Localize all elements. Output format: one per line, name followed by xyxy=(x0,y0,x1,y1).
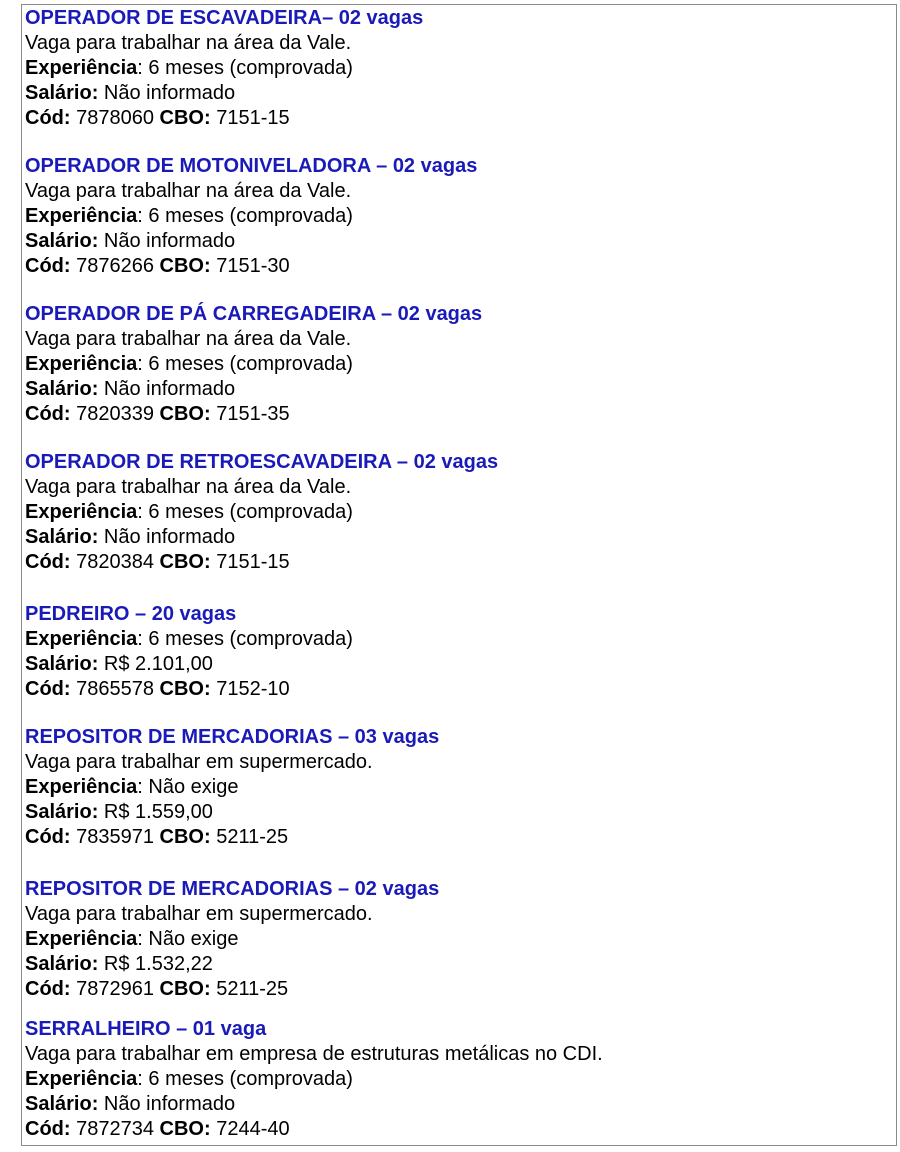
code-value: 7835971 xyxy=(76,826,154,848)
job-title: PEDREIRO – 20 vagas xyxy=(25,603,237,625)
cbo-value: 7151-35 xyxy=(216,403,290,425)
experience-label: Experiência xyxy=(25,353,138,375)
cbo-value: 5211-25 xyxy=(216,826,289,848)
job-title: SERRALHEIRO – 01 vaga xyxy=(25,1018,267,1040)
salary-label: Salário: xyxy=(25,82,99,104)
salary-label: Salário: xyxy=(25,953,99,975)
cbo-value: 7151-30 xyxy=(216,255,290,277)
salary-line xyxy=(25,81,423,106)
cbo-value: 7244-40 xyxy=(216,1118,290,1140)
experience-label: Experiência xyxy=(25,501,138,523)
code-value: 7878060 xyxy=(76,107,154,129)
code-value: 7872734 xyxy=(76,1118,154,1140)
salary-value: R$ 2.101,00 xyxy=(103,653,213,675)
experience-line xyxy=(25,500,498,525)
salary-line xyxy=(25,952,439,977)
code-line xyxy=(25,254,477,279)
code-label: Cód: xyxy=(25,978,71,1000)
job-title: REPOSITOR DE MERCADORIAS – 03 vagas xyxy=(25,726,440,748)
salary-label: Salário: xyxy=(25,1093,99,1115)
code-line xyxy=(25,977,439,1002)
cbo-label: CBO: xyxy=(159,255,211,277)
salary-value: Não informado xyxy=(103,82,236,104)
job-title: OPERADOR DE MOTONIVELADORA – 02 vagas xyxy=(25,155,478,177)
experience-label: Experiência xyxy=(25,928,138,950)
salary-value: Não informado xyxy=(103,526,236,548)
salary-line xyxy=(25,525,498,550)
job-listing xyxy=(25,602,353,702)
salary-line xyxy=(25,1092,603,1117)
salary-label: Salário: xyxy=(25,801,99,823)
code-value: 7872961 xyxy=(76,978,154,1000)
code-line xyxy=(25,106,423,131)
job-listing xyxy=(25,302,482,427)
job-title: REPOSITOR DE MERCADORIAS – 02 vagas xyxy=(25,878,440,900)
code-label: Cód: xyxy=(25,826,71,848)
cbo-value: 7152-10 xyxy=(216,678,290,700)
salary-value: Não informado xyxy=(103,1093,236,1115)
job-listing xyxy=(25,450,498,575)
cbo-label: CBO: xyxy=(159,678,211,700)
salary-label: Salário: xyxy=(25,653,99,675)
code-value: 7865578 xyxy=(76,678,154,700)
code-line xyxy=(25,402,482,427)
experience-line xyxy=(25,927,439,952)
salary-value: R$ 1.559,00 xyxy=(103,801,213,823)
cbo-value: 5211-25 xyxy=(216,978,289,1000)
experience-value: : Não exige xyxy=(137,776,239,798)
job-listing xyxy=(25,6,423,131)
code-label: Cód: xyxy=(25,551,71,573)
job-description: Vaga para trabalhar na área da Vale. xyxy=(25,180,352,202)
code-value: 7876266 xyxy=(76,255,154,277)
job-description: Vaga para trabalhar na área da Vale. xyxy=(25,476,352,498)
experience-value: : 6 meses (comprovada) xyxy=(137,57,353,79)
code-line xyxy=(25,677,353,702)
code-line xyxy=(25,825,439,850)
salary-value: Não informado xyxy=(103,378,236,400)
experience-label: Experiência xyxy=(25,628,138,650)
code-value: 7820384 xyxy=(76,551,154,573)
experience-line xyxy=(25,775,439,800)
cbo-label: CBO: xyxy=(159,107,211,129)
job-description: Vaga para trabalhar na área da Vale. xyxy=(25,328,352,350)
experience-value: : 6 meses (comprovada) xyxy=(137,628,353,650)
experience-value: : 6 meses (comprovada) xyxy=(137,205,353,227)
salary-value: Não informado xyxy=(103,230,236,252)
experience-label: Experiência xyxy=(25,57,138,79)
job-title: OPERADOR DE RETROESCAVADEIRA – 02 vagas xyxy=(25,451,499,473)
salary-label: Salário: xyxy=(25,526,99,548)
job-title: OPERADOR DE ESCAVADEIRA– 02 vagas xyxy=(25,7,424,29)
experience-value: : 6 meses (comprovada) xyxy=(137,501,353,523)
cbo-label: CBO: xyxy=(159,551,211,573)
code-line xyxy=(25,550,498,575)
cbo-label: CBO: xyxy=(159,826,211,848)
job-description: Vaga para trabalhar em supermercado. xyxy=(25,751,373,773)
experience-line xyxy=(25,204,477,229)
experience-line xyxy=(25,627,353,652)
code-label: Cód: xyxy=(25,107,71,129)
experience-label: Experiência xyxy=(25,776,138,798)
experience-line xyxy=(25,352,482,377)
job-listing xyxy=(25,877,439,1002)
job-listing xyxy=(25,725,439,850)
job-listing xyxy=(25,154,477,279)
cbo-label: CBO: xyxy=(159,403,211,425)
code-line xyxy=(25,1117,603,1142)
salary-line xyxy=(25,652,353,677)
code-value: 7820339 xyxy=(76,403,154,425)
job-listing xyxy=(25,1017,603,1142)
experience-value: : Não exige xyxy=(137,928,239,950)
experience-label: Experiência xyxy=(25,1068,138,1090)
cbo-value: 7151-15 xyxy=(216,107,290,129)
code-label: Cód: xyxy=(25,255,71,277)
job-title: OPERADOR DE PÁ CARREGADEIRA – 02 vagas xyxy=(25,303,483,325)
salary-line xyxy=(25,229,477,254)
code-label: Cód: xyxy=(25,403,71,425)
cbo-value: 7151-15 xyxy=(216,551,290,573)
salary-line xyxy=(25,800,439,825)
experience-label: Experiência xyxy=(25,205,138,227)
experience-line xyxy=(25,56,423,81)
experience-value: : 6 meses (comprovada) xyxy=(137,353,353,375)
job-description: Vaga para trabalhar em supermercado. xyxy=(25,903,373,925)
job-description: Vaga para trabalhar em empresa de estruturas metálicas no CDI. xyxy=(25,1043,603,1065)
experience-line xyxy=(25,1067,603,1092)
salary-value: R$ 1.532,22 xyxy=(103,953,213,975)
experience-value: : 6 meses (comprovada) xyxy=(137,1068,353,1090)
salary-label: Salário: xyxy=(25,378,99,400)
salary-line xyxy=(25,377,482,402)
cbo-label: CBO: xyxy=(159,978,211,1000)
job-description: Vaga para trabalhar na área da Vale. xyxy=(25,32,352,54)
salary-label: Salário: xyxy=(25,230,99,252)
code-label: Cód: xyxy=(25,1118,71,1140)
cbo-label: CBO: xyxy=(159,1118,211,1140)
code-label: Cód: xyxy=(25,678,71,700)
